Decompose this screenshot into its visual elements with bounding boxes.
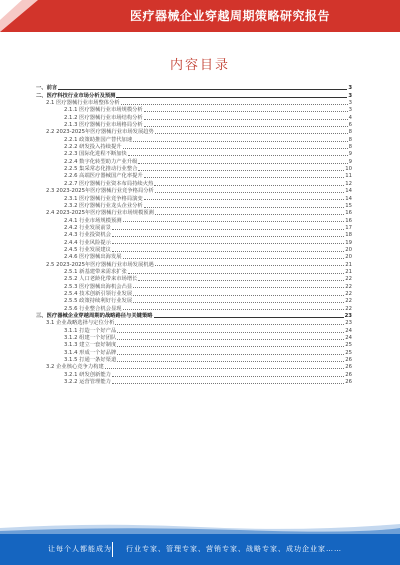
toc-leader-dots xyxy=(123,221,345,222)
toc-leader-dots xyxy=(133,287,344,288)
toc-entry-page: 21 xyxy=(345,261,352,268)
toc-entry-page: 24 xyxy=(345,327,352,334)
toc-leader-dots xyxy=(155,133,348,134)
toc-entry-title: 3.1.1 打造一个好产品 xyxy=(64,327,117,334)
toc-entry-page: 11 xyxy=(345,173,352,180)
toc-entry-title: 二、医疗科技行业市场分析及预测 xyxy=(36,92,116,99)
toc-leader-dots xyxy=(112,243,344,244)
toc-entry-title: 三、医疗器械企业穿越周期的战略路径与关键策略 xyxy=(36,313,153,319)
toc-leader-dots xyxy=(154,185,344,186)
toc-leader-dots xyxy=(155,265,344,266)
toc-leader-dots xyxy=(115,324,344,325)
toc-leader-dots xyxy=(144,119,348,120)
toc-entry-page: 22 xyxy=(345,290,352,297)
toc-leader-dots xyxy=(117,332,344,333)
toc-leader-dots xyxy=(138,163,347,164)
toc-entry-title: 2.4.5 行业发展建议 xyxy=(64,246,111,253)
toc-leader-dots xyxy=(117,361,344,362)
toc-entry-title: 2.1.2 医疗器械行业市场结构分析 xyxy=(64,114,143,121)
toc-entry-page: 23 xyxy=(344,313,352,319)
toc-leader-dots xyxy=(154,317,344,318)
report-header xyxy=(0,0,400,32)
toc-leader-dots xyxy=(117,339,344,340)
toc-entry-title: 2.2.6 高端医疗器械国产化率提升 xyxy=(64,173,143,180)
toc-entry-title: 2.4 2023-2025年医疗器械行业市场规模预测 xyxy=(46,210,154,217)
toc-leader-dots xyxy=(133,295,344,296)
toc-leader-dots xyxy=(123,258,345,259)
report-footer xyxy=(0,534,400,565)
toc-entry-page: 3 xyxy=(348,85,352,92)
toc-entry-page: 24 xyxy=(345,335,352,342)
toc-leader-dots xyxy=(123,309,345,310)
toc-leader-dots xyxy=(112,251,344,252)
toc-entry-page: 15 xyxy=(345,202,352,209)
toc-entry-page: 8 xyxy=(348,144,352,151)
toc-leader-dots xyxy=(116,97,347,98)
toc-entry-page: 4 xyxy=(348,114,352,121)
toc-entry-title: 3.2.2 运营管理能力 xyxy=(64,379,111,386)
toc-leader-dots xyxy=(144,111,348,112)
toc-entry-page: 25 xyxy=(345,349,352,356)
toc-entry-title: 2.5.5 政策持续利好行业发展 xyxy=(64,298,133,305)
toc-entry-title: 2.5.4 技术创新引领行业发展 xyxy=(64,290,133,297)
toc-entry-title: 3.2.1 研发创新能力 xyxy=(64,371,111,378)
toc-leader-dots xyxy=(128,273,344,274)
footer-slogan-left: 让每个人都能成为 xyxy=(48,545,112,553)
toc-entry-title: 2.2.7 医疗器械行业资本布局持续火热 xyxy=(64,180,154,187)
toc-entry-title: 2.2.1 政策助推国产替代加速 xyxy=(64,136,133,143)
toc-entry-title: 2.5.3 医疗器械出海机会凸显 xyxy=(64,283,133,290)
toc-entry-page: 3 xyxy=(348,92,352,99)
toc-entry-page: 22 xyxy=(345,283,352,290)
toc-leader-dots xyxy=(155,214,344,215)
toc-entry-page: 16 xyxy=(345,210,352,217)
header-corner-white xyxy=(0,0,22,20)
toc-entry-title: 2.2 2023-2025年医疗器械行业市场发展趋势 xyxy=(46,129,154,136)
toc-leader-dots xyxy=(133,302,344,303)
toc-entry-page: 25 xyxy=(345,342,352,349)
toc-leader-dots xyxy=(133,141,347,142)
toc-entry-title: 2.4.2 行业发展前景 xyxy=(64,224,111,231)
toc-leader-dots xyxy=(117,346,344,347)
toc-entry-title: 2.5 2023-2025年医疗器械行业市场发展机遇 xyxy=(46,261,154,268)
toc-entry-title: 3.1.4 形成一个好品牌 xyxy=(64,349,117,356)
toc-entry[interactable] xyxy=(36,378,352,385)
toc-leader-dots xyxy=(112,229,344,230)
toc-entry-title: 2.5.1 新基建带来需求扩张 xyxy=(64,268,127,275)
toc-entry-title: 2.2.4 数字化转型助力产业升级 xyxy=(64,158,138,165)
toc-entry-title: 2.4.1 行业市场规模预测 xyxy=(64,217,122,224)
toc-entry-title: 2.4.3 行业投资机会 xyxy=(64,232,111,239)
toc-entry-title: 3.1.5 打通一条好渠道 xyxy=(64,357,117,364)
toc-leader-dots xyxy=(117,354,344,355)
footer-slogan-right: 行业专家、管理专家、营销专家、战略专家、成功企业家…… xyxy=(126,545,342,553)
footer-wave-decoration xyxy=(0,520,400,534)
toc-leader-dots xyxy=(138,170,344,171)
toc-entry-page: 22 xyxy=(345,276,352,283)
toc-entry-title: 2.3.1 医疗器械行业竞争格局演变 xyxy=(64,195,143,202)
toc-entry-page: 21 xyxy=(345,268,352,275)
toc-leader-dots xyxy=(138,280,344,281)
toc-leader-dots xyxy=(144,177,345,178)
toc-entry-page: 20 xyxy=(345,254,352,261)
toc-leader-dots xyxy=(155,192,344,193)
toc-leader-dots xyxy=(105,368,344,369)
toc-entry-title: 3.1.2 组建一个好团队 xyxy=(64,335,117,342)
toc-entry-title: 2.1.1 医疗器械行业市场规模分析 xyxy=(64,107,143,114)
toc-entry-page: 26 xyxy=(345,357,352,364)
toc-entry-page: 19 xyxy=(345,239,352,246)
toc-entry-page: 17 xyxy=(345,224,352,231)
toc-entry-page: 14 xyxy=(345,195,352,202)
toc-entry-title: 2.2.3 国际化进程不断加快 xyxy=(64,151,127,158)
toc-entry-title: 2.5.6 行业整合机会显现 xyxy=(64,305,122,312)
toc-entry-page: 8 xyxy=(348,129,352,136)
toc-entry-page: 3 xyxy=(348,107,352,114)
toc-entry-page: 12 xyxy=(345,180,352,187)
report-title: 医疗器械企业穿越周期策略研究报告 xyxy=(129,9,330,23)
toc-leader-dots xyxy=(112,236,344,237)
toc-entry-page: 20 xyxy=(345,246,352,253)
toc-entry-page: 3 xyxy=(348,100,352,107)
toc-entry-page: 6 xyxy=(348,122,352,129)
toc-entry-page: 14 xyxy=(345,188,352,195)
toc-entry-title: 一、前言 xyxy=(36,85,58,92)
toc-entry-page: 22 xyxy=(345,298,352,305)
toc-entry-title: 2.1 医疗器械行业市场整体分析 xyxy=(46,100,120,107)
toc-entry-page: 26 xyxy=(345,379,352,386)
toc-heading: 内容目录 xyxy=(169,58,230,73)
toc-entry-title: 2.3.2 医疗器械行业龙头企业分析 xyxy=(64,202,143,209)
toc-entry-title: 2.3 2023-2025年医疗器械行业竞争格局分析 xyxy=(46,188,154,195)
toc-entry-page: 16 xyxy=(345,217,352,224)
toc-entry-title: 2.4.6 医疗器械出海发展 xyxy=(64,254,122,261)
toc-entry-title: 2.5.2 人口老龄化带来市场增长 xyxy=(64,276,138,283)
footer-divider xyxy=(112,542,113,557)
toc-leader-dots xyxy=(112,376,344,377)
toc-entry-page: 26 xyxy=(345,364,352,371)
toc-entry-title: 2.4.4 行业风险提示 xyxy=(64,239,111,246)
toc-entry-page: 9 xyxy=(348,158,352,165)
toc-leader-dots xyxy=(121,104,348,105)
toc-entry-page: 22 xyxy=(345,305,352,312)
toc-leader-dots xyxy=(123,148,348,149)
toc-leader-dots xyxy=(112,383,344,384)
toc-entry-title: 3.2 企业核心竞争力构建 xyxy=(46,364,104,371)
toc-entry-title: 3.1 企业战略选择与定位分析 xyxy=(46,320,115,327)
toc-entry-page: 26 xyxy=(345,371,352,378)
toc-entry-title: 2.2.5 集采常态化推动行业整合 xyxy=(64,166,138,173)
toc-leader-dots xyxy=(144,126,348,127)
toc-entry-page: 10 xyxy=(345,166,352,173)
toc-entry-page: 18 xyxy=(345,232,352,239)
toc-entry-title: 2.1.3 医疗器械行业市场格局分析 xyxy=(64,122,143,129)
table-of-contents xyxy=(36,84,352,385)
toc-entry-page: 23 xyxy=(345,320,352,327)
toc-entry-page: 8 xyxy=(348,136,352,143)
toc-leader-dots xyxy=(128,155,348,156)
toc-entry-title: 2.2.2 研发投入持续提升 xyxy=(64,144,122,151)
toc-entry-page: 9 xyxy=(348,151,352,158)
toc-entry-title: 3.1.3 建立一套好制度 xyxy=(64,342,117,349)
toc-leader-dots xyxy=(144,199,345,200)
toc-leader-dots xyxy=(144,207,345,208)
